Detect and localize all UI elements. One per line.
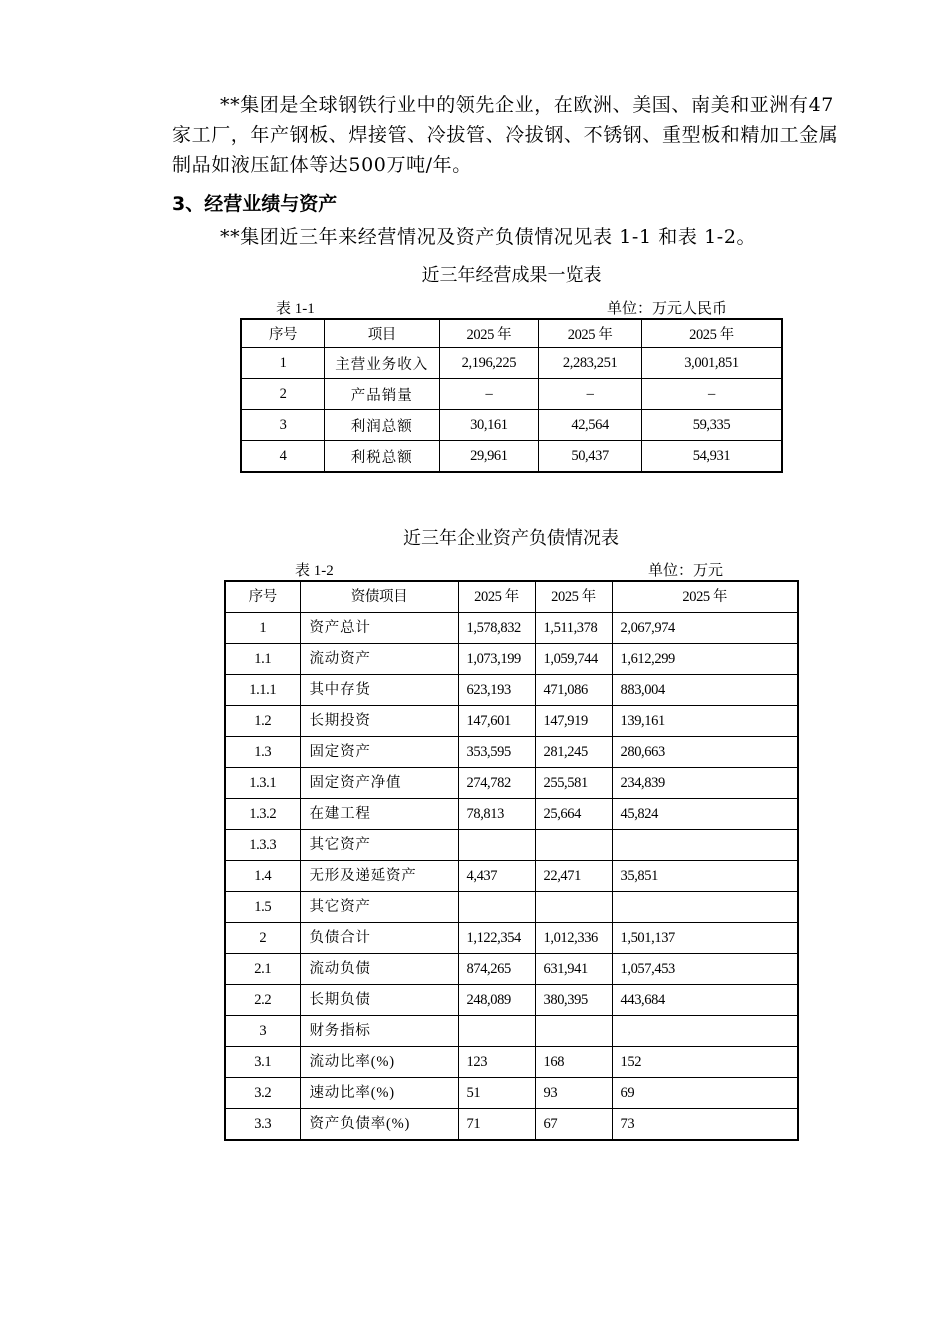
table-cell: 139,161 — [612, 706, 798, 737]
table-cell: 168 — [535, 1047, 612, 1078]
table-cell: 274,782 — [458, 768, 535, 799]
table-cell — [612, 1016, 798, 1047]
table-cell: 3 — [241, 410, 325, 441]
operating-results-table — [240, 318, 783, 473]
table-cell: 1.2 — [225, 706, 300, 737]
table-cell: 234,839 — [612, 768, 798, 799]
table-cell: – — [439, 379, 539, 410]
table-cell: 2.1 — [225, 954, 300, 985]
table2-label: 表 1-2 — [295, 563, 334, 579]
table-cell: 1.1 — [225, 644, 300, 675]
table-cell: 流动比率(%) — [300, 1047, 458, 1078]
table-cell: 在建工程 — [300, 799, 458, 830]
table-cell: 其中存货 — [300, 675, 458, 706]
table-row — [241, 348, 782, 379]
table-cell: 流动负债 — [300, 954, 458, 985]
table-cell: 874,265 — [458, 954, 535, 985]
table-cell: 4 — [241, 441, 325, 473]
table-row — [225, 675, 798, 706]
table2-unit: 单位：万元 — [648, 563, 724, 579]
table-cell: 无形及递延资产 — [300, 861, 458, 892]
table-cell: 471,086 — [535, 675, 612, 706]
table-cell: 42,564 — [539, 410, 642, 441]
table-cell — [612, 830, 798, 861]
table-cell: 3,001,851 — [641, 348, 782, 379]
table-cell: 78,813 — [458, 799, 535, 830]
table-cell: 1,073,199 — [458, 644, 535, 675]
table-row — [225, 644, 798, 675]
table-cell: 利润总额 — [325, 410, 439, 441]
table-cell: 1 — [225, 613, 300, 644]
column-header: 2025 年 — [539, 319, 642, 348]
header-row — [225, 581, 798, 613]
table-cell: 2 — [241, 379, 325, 410]
table-cell: 1,501,137 — [612, 923, 798, 954]
table-cell: 147,919 — [535, 706, 612, 737]
table-cell: 1,511,378 — [535, 613, 612, 644]
table-cell: 30,161 — [439, 410, 539, 441]
table-row — [225, 954, 798, 985]
table-cell: 1.1.1 — [225, 675, 300, 706]
table-cell: 1.3.2 — [225, 799, 300, 830]
table-cell: 67 — [535, 1109, 612, 1141]
table-row — [225, 923, 798, 954]
section-heading: 3、经营业绩与资产 — [172, 193, 338, 215]
column-header: 资债项目 — [300, 581, 458, 613]
table-cell — [458, 830, 535, 861]
table-cell: 22,471 — [535, 861, 612, 892]
table-row — [225, 861, 798, 892]
table-cell: 73 — [612, 1109, 798, 1141]
column-header: 2025 年 — [458, 581, 535, 613]
table-cell: 248,089 — [458, 985, 535, 1016]
table-cell: 3 — [225, 1016, 300, 1047]
column-header: 序号 — [241, 319, 325, 348]
column-header: 2025 年 — [439, 319, 539, 348]
table-cell: 3.2 — [225, 1078, 300, 1109]
table-row — [241, 410, 782, 441]
table1-label: 表 1-1 — [276, 301, 315, 317]
table-cell: 1.4 — [225, 861, 300, 892]
column-header: 项目 — [325, 319, 439, 348]
table-cell: 255,581 — [535, 768, 612, 799]
section-paragraph: **集团近三年来经营情况及资产负债情况见表 1-1 和表 1-2。 — [220, 226, 757, 248]
table-cell: 1,012,336 — [535, 923, 612, 954]
table-cell: 29,961 — [439, 441, 539, 473]
header-row — [241, 319, 782, 348]
table1-unit: 单位：万元人民币 — [607, 301, 728, 317]
table-cell: 负债合计 — [300, 923, 458, 954]
table-cell: 50,437 — [539, 441, 642, 473]
table-cell: 2,196,225 — [439, 348, 539, 379]
table-cell: 3.1 — [225, 1047, 300, 1078]
table-row — [225, 1109, 798, 1141]
table-cell: 速动比率(%) — [300, 1078, 458, 1109]
table-row — [225, 830, 798, 861]
table-cell: 1.5 — [225, 892, 300, 923]
table-cell: 1.3 — [225, 737, 300, 768]
table-cell: 883,004 — [612, 675, 798, 706]
table-cell: 固定资产 — [300, 737, 458, 768]
table-cell: 1,612,299 — [612, 644, 798, 675]
table-row — [225, 706, 798, 737]
table-cell: 4,437 — [458, 861, 535, 892]
table-row — [241, 379, 782, 410]
table-cell: 147,601 — [458, 706, 535, 737]
table-cell: 93 — [535, 1078, 612, 1109]
table-cell: 380,395 — [535, 985, 612, 1016]
table2-title: 近三年企业资产负债情况表 — [403, 528, 619, 549]
table-cell: 152 — [612, 1047, 798, 1078]
table-cell — [458, 1016, 535, 1047]
table-cell — [535, 1016, 612, 1047]
table-cell: 1,122,354 — [458, 923, 535, 954]
table-cell — [535, 830, 612, 861]
table-cell: 443,684 — [612, 985, 798, 1016]
table-cell: 产品销量 — [325, 379, 439, 410]
table-cell: 35,851 — [612, 861, 798, 892]
table-row — [225, 737, 798, 768]
table-row — [225, 1047, 798, 1078]
intro-paragraph: **集团是全球钢铁行业中的领先企业，在欧洲、美国、南美和亚洲有47家工厂，年产钢板、焊接管、冷拔管、冷拔钢、不锈钢、重型板和精加工金属制品如液压缸体等达500万吨/年。 — [172, 94, 839, 176]
table-cell: 长期投资 — [300, 706, 458, 737]
table-cell: 2,067,974 — [612, 613, 798, 644]
table-cell: 2.2 — [225, 985, 300, 1016]
table-row — [225, 1016, 798, 1047]
table-cell: 财务指标 — [300, 1016, 458, 1047]
table-cell: 1 — [241, 348, 325, 379]
table-cell: 3.3 — [225, 1109, 300, 1141]
table-cell: 其它资产 — [300, 892, 458, 923]
column-header: 2025 年 — [612, 581, 798, 613]
table-cell: 1,057,453 — [612, 954, 798, 985]
table-row — [225, 892, 798, 923]
table-cell: – — [539, 379, 642, 410]
table-cell — [535, 892, 612, 923]
table-cell: 1,578,832 — [458, 613, 535, 644]
table-row — [225, 985, 798, 1016]
table-cell: 25,664 — [535, 799, 612, 830]
table-cell: 固定资产净值 — [300, 768, 458, 799]
table-cell: 资产负债率(%) — [300, 1109, 458, 1141]
table-cell: 1,059,744 — [535, 644, 612, 675]
table1-title: 近三年经营成果一览表 — [421, 265, 602, 286]
table-cell: 54,931 — [641, 441, 782, 473]
table-row — [225, 613, 798, 644]
table-cell: 流动资产 — [300, 644, 458, 675]
column-header: 2025 年 — [641, 319, 782, 348]
table-cell: 长期负债 — [300, 985, 458, 1016]
table-cell: 59,335 — [641, 410, 782, 441]
table-cell: 2 — [225, 923, 300, 954]
table-cell: 631,941 — [535, 954, 612, 985]
table-cell: 69 — [612, 1078, 798, 1109]
table-row — [241, 441, 782, 473]
table-cell: 281,245 — [535, 737, 612, 768]
table-cell: 123 — [458, 1047, 535, 1078]
table-cell: 51 — [458, 1078, 535, 1109]
table-cell: 353,595 — [458, 737, 535, 768]
table-cell: 利税总额 — [325, 441, 439, 473]
column-header: 2025 年 — [535, 581, 612, 613]
table-cell: 1.3.1 — [225, 768, 300, 799]
table-cell: 71 — [458, 1109, 535, 1141]
table-row — [225, 799, 798, 830]
column-header: 序号 — [225, 581, 300, 613]
table-cell: 1.3.3 — [225, 830, 300, 861]
table-cell: 资产总计 — [300, 613, 458, 644]
table-cell — [458, 892, 535, 923]
table-cell: 其它资产 — [300, 830, 458, 861]
table-cell: – — [641, 379, 782, 410]
table-cell: 280,663 — [612, 737, 798, 768]
assets-liabilities-table — [224, 580, 799, 1141]
table-row — [225, 1078, 798, 1109]
table-cell: 45,824 — [612, 799, 798, 830]
table-cell: 主营业务收入 — [325, 348, 439, 379]
table-row — [225, 768, 798, 799]
table-cell: 2,283,251 — [539, 348, 642, 379]
table-cell: 623,193 — [458, 675, 535, 706]
table-cell — [612, 892, 798, 923]
